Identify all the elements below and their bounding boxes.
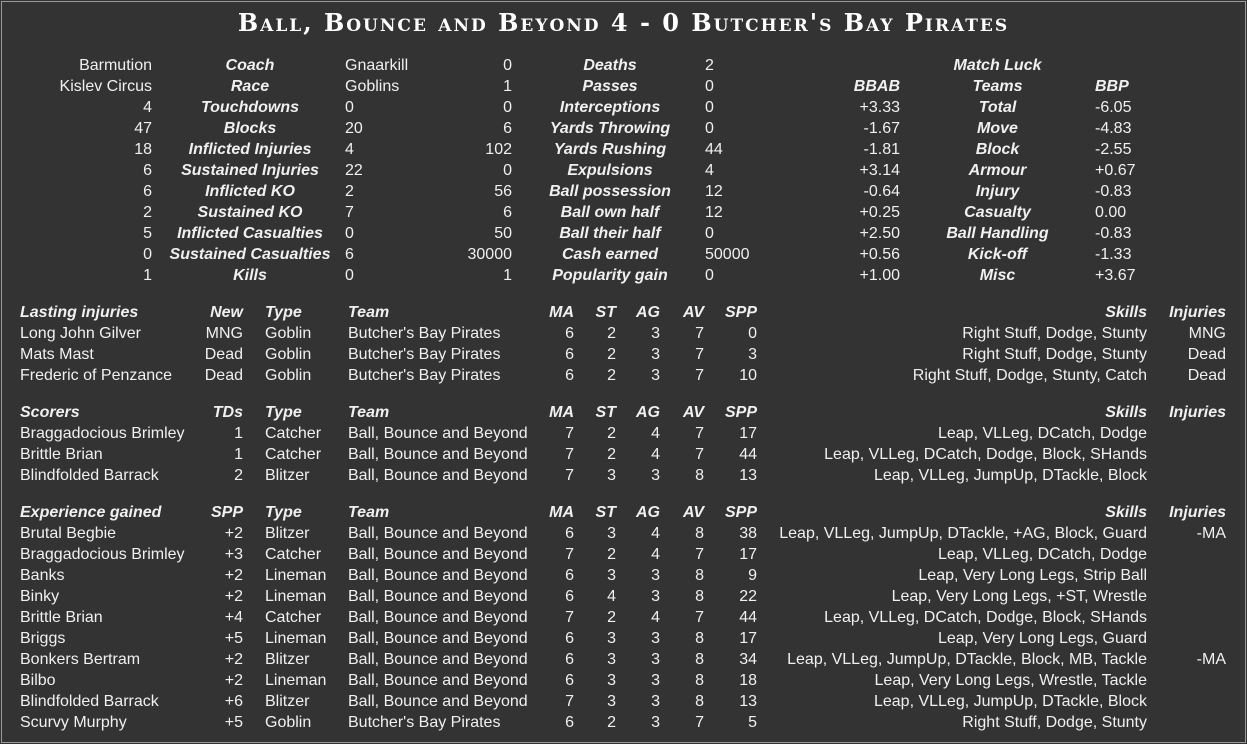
player-name: Braggadocious Brimley (20, 546, 185, 563)
luck-category: Casualty (964, 204, 1031, 221)
home-value: Barmution (79, 57, 152, 74)
column-header: Team (348, 404, 390, 421)
player-skills: Leap, VLLeg, DCatch, Dodge, Block, SHands (824, 609, 1147, 626)
player-ag: 4 (651, 425, 660, 442)
luck-header: Teams (972, 78, 1023, 95)
player-stat: +2 (224, 672, 243, 689)
player-ma: 7 (565, 693, 574, 710)
stat-label: Sustained KO (197, 204, 303, 221)
stat-value: 2 (705, 57, 714, 74)
player-st: 4 (607, 588, 616, 605)
player-skills: Right Stuff, Dodge, Stunty (962, 714, 1147, 731)
luck-home: -1.67 (863, 120, 900, 137)
luck-away: +3.67 (1095, 267, 1136, 284)
player-name: Bonkers Bertram (20, 651, 141, 668)
player-st: 2 (607, 609, 616, 626)
match-luck-title: Match Luck (953, 57, 1042, 74)
player-spp: 9 (748, 567, 757, 584)
stat-value: 44 (705, 141, 723, 158)
column-header: Skills (1105, 404, 1147, 421)
stat-value: 30000 (467, 246, 512, 263)
player-st: 3 (607, 672, 616, 689)
column-header: MA (549, 504, 574, 521)
player-ag: 3 (651, 346, 660, 363)
player-spp: 22 (739, 588, 757, 605)
player-stat: 1 (234, 446, 243, 463)
player-injuries: Dead (1187, 346, 1226, 363)
player-ma: 7 (565, 546, 574, 563)
column-header: ST (595, 304, 616, 321)
player-stat: +5 (224, 630, 243, 647)
player-stat: +6 (224, 693, 243, 710)
luck-category: Total (978, 99, 1017, 116)
stat-value: 0 (705, 99, 714, 116)
player-ma: 7 (565, 446, 574, 463)
away-value: 0 (345, 267, 354, 284)
player-ag: 3 (651, 567, 660, 584)
player-skills: Right Stuff, Dodge, Stunty, Catch (912, 367, 1147, 384)
player-spp: 18 (739, 672, 757, 689)
player-skills: Leap, VLLeg, DCatch, Dodge, Block, SHands (824, 446, 1147, 463)
stat-value: 12 (705, 204, 723, 221)
player-st: 2 (607, 346, 616, 363)
player-av: 8 (695, 467, 704, 484)
player-av: 7 (695, 425, 704, 442)
player-spp: 38 (739, 525, 757, 542)
player-ag: 3 (651, 325, 660, 342)
player-av: 8 (695, 693, 704, 710)
player-skills: Leap, VLLeg, JumpUp, DTackle, Block (873, 467, 1147, 484)
player-name: Long John Gilver (20, 325, 141, 342)
column-header: SPP (724, 504, 757, 521)
player-team: Ball, Bounce and Beyond (348, 630, 528, 647)
stat-label: Sustained Injuries (181, 162, 319, 179)
player-ag: 3 (651, 714, 660, 731)
stat-value: 1 (503, 267, 512, 284)
luck-home: +0.56 (859, 246, 900, 263)
stat-value: 102 (485, 141, 512, 158)
player-name: Brittle Brian (20, 446, 103, 463)
luck-category: Armour (968, 162, 1027, 179)
player-spp: 13 (739, 693, 757, 710)
player-spp: 17 (739, 546, 757, 563)
column-header: Type (265, 404, 302, 421)
luck-home: +2.50 (859, 225, 900, 242)
player-skills: Leap, Very Long Legs, Wrestle, Tackle (874, 672, 1147, 689)
player-ma: 6 (565, 588, 574, 605)
column-header: SPP (724, 404, 757, 421)
player-st: 2 (607, 546, 616, 563)
player-name: Binky (20, 588, 60, 605)
player-stat: +4 (224, 609, 243, 626)
player-ma: 6 (565, 630, 574, 647)
player-st: 3 (607, 651, 616, 668)
player-team: Ball, Bounce and Beyond (348, 446, 528, 463)
column-header: TDs (212, 404, 243, 421)
luck-header: BBAB (853, 78, 900, 95)
home-value: 2 (143, 204, 152, 221)
player-ag: 4 (651, 609, 660, 626)
player-skills: Right Stuff, Dodge, Stunty (962, 325, 1147, 342)
player-av: 8 (695, 525, 704, 542)
stat-label: Kills (233, 267, 267, 284)
column-header: Type (265, 504, 302, 521)
player-name: Bilbo (20, 672, 56, 689)
luck-home: +0.25 (859, 204, 900, 221)
player-stat: +2 (224, 651, 243, 668)
player-ag: 3 (651, 651, 660, 668)
stat-value: 50 (494, 225, 512, 242)
player-type: Lineman (265, 588, 327, 605)
column-header: Skills (1105, 304, 1147, 321)
player-team: Ball, Bounce and Beyond (348, 546, 528, 563)
column-header: AG (636, 504, 660, 521)
player-name: Mats Mast (20, 346, 94, 363)
luck-home: -1.81 (863, 141, 900, 158)
stat-label: Inflicted KO (205, 183, 295, 200)
player-st: 2 (607, 714, 616, 731)
player-stat: Dead (204, 346, 243, 363)
player-type: Goblin (265, 346, 312, 363)
player-ag: 4 (651, 546, 660, 563)
player-stat: 1 (234, 425, 243, 442)
stat-label: Coach (225, 57, 275, 74)
player-team: Ball, Bounce and Beyond (348, 672, 528, 689)
player-skills: Leap, Very Long Legs, +ST, Wrestle (891, 588, 1147, 605)
stat-value: 0 (503, 162, 512, 179)
player-av: 8 (695, 672, 704, 689)
stat-label: Passes (582, 78, 638, 95)
player-stat: +2 (224, 567, 243, 584)
player-team: Butcher's Bay Pirates (348, 367, 501, 384)
player-av: 7 (695, 346, 704, 363)
away-value: 0 (345, 99, 354, 116)
luck-category: Injury (975, 183, 1020, 200)
luck-home: -0.64 (863, 183, 900, 200)
away-value: Goblins (345, 78, 400, 95)
player-spp: 17 (739, 630, 757, 647)
stat-value: 6 (503, 120, 512, 137)
player-stat: Dead (204, 367, 243, 384)
player-type: Goblin (265, 714, 312, 731)
column-header: Injuries (1169, 504, 1226, 521)
player-type: Lineman (265, 672, 327, 689)
column-header: AV (682, 304, 704, 321)
player-injuries: MNG (1188, 325, 1226, 342)
home-value: 1 (143, 267, 152, 284)
player-ag: 4 (651, 446, 660, 463)
player-team: Ball, Bounce and Beyond (348, 693, 528, 710)
player-stat: MNG (205, 325, 243, 342)
player-spp: 13 (739, 467, 757, 484)
luck-header: BBP (1095, 78, 1129, 95)
player-ma: 7 (565, 609, 574, 626)
player-type: Blitzer (265, 693, 310, 710)
stat-label: Race (230, 78, 270, 95)
column-header: Scorers (20, 404, 80, 421)
player-ma: 6 (565, 367, 574, 384)
player-name: Scurvy Murphy (20, 714, 127, 731)
player-injuries: -MA (1196, 525, 1226, 542)
player-skills: Right Stuff, Dodge, Stunty (962, 346, 1147, 363)
player-team: Butcher's Bay Pirates (348, 714, 501, 731)
player-name: Frederic of Penzance (20, 367, 173, 384)
luck-category: Misc (979, 267, 1016, 284)
player-type: Catcher (265, 546, 322, 563)
luck-away: -0.83 (1095, 183, 1132, 200)
column-header: ST (595, 504, 616, 521)
player-st: 2 (607, 367, 616, 384)
player-ag: 3 (651, 588, 660, 605)
home-value: 6 (143, 183, 152, 200)
player-ag: 3 (651, 367, 660, 384)
player-st: 3 (607, 467, 616, 484)
player-av: 7 (695, 325, 704, 342)
player-ma: 6 (565, 525, 574, 542)
home-value: 6 (143, 162, 152, 179)
luck-home: +3.14 (859, 162, 900, 179)
player-ag: 4 (651, 525, 660, 542)
player-type: Blitzer (265, 651, 310, 668)
luck-away: -0.83 (1095, 225, 1132, 242)
luck-category: Move (977, 120, 1018, 137)
player-name: Braggadocious Brimley (20, 425, 185, 442)
player-ag: 3 (651, 630, 660, 647)
player-spp: 34 (739, 651, 757, 668)
column-header: Skills (1105, 504, 1147, 521)
stat-label: Expulsions (567, 162, 653, 179)
player-ma: 6 (565, 672, 574, 689)
player-av: 8 (695, 588, 704, 605)
player-type: Blitzer (265, 467, 310, 484)
match-title: Ball, Bounce and Beyond 4 - 0 Butcher's Bay Pirates (237, 8, 1010, 37)
stat-label: Yards Throwing (549, 120, 671, 137)
home-value: 5 (143, 225, 152, 242)
stat-value: 4 (705, 162, 714, 179)
column-header: Team (348, 504, 390, 521)
stat-label: Cash earned (561, 246, 659, 263)
stat-label: Deaths (583, 57, 637, 74)
player-type: Catcher (265, 609, 322, 626)
player-spp: 44 (739, 446, 757, 463)
player-type: Catcher (265, 425, 322, 442)
away-value: 0 (345, 225, 354, 242)
player-spp: 0 (748, 325, 757, 342)
home-value: Kislev Circus (59, 78, 152, 95)
column-header: Team (348, 304, 390, 321)
stat-value: 0 (503, 99, 512, 116)
player-type: Blitzer (265, 525, 310, 542)
away-value: 6 (345, 246, 354, 263)
player-name: Blindfolded Barrack (20, 467, 159, 484)
player-team: Ball, Bounce and Beyond (348, 425, 528, 442)
stat-label: Touchdowns (200, 99, 300, 116)
home-value: 4 (143, 99, 152, 116)
player-stat: 2 (234, 467, 243, 484)
player-skills: Leap, VLLeg, DCatch, Dodge (937, 546, 1147, 563)
away-value: 7 (345, 204, 354, 221)
player-skills: Leap, VLLeg, DCatch, Dodge (937, 425, 1147, 442)
player-name: Brutal Begbie (20, 525, 117, 542)
player-team: Ball, Bounce and Beyond (348, 651, 528, 668)
stat-value: 0 (705, 120, 714, 137)
column-header: AG (636, 404, 660, 421)
player-ma: 6 (565, 567, 574, 584)
luck-category: Kick-off (967, 246, 1028, 263)
column-header: MA (549, 404, 574, 421)
column-header: New (210, 304, 243, 321)
luck-category: Block (975, 141, 1020, 158)
player-team: Butcher's Bay Pirates (348, 325, 501, 342)
player-av: 7 (695, 367, 704, 384)
away-value: 22 (345, 162, 363, 179)
player-st: 3 (607, 693, 616, 710)
player-ag: 3 (651, 672, 660, 689)
away-value: 20 (345, 120, 363, 137)
player-spp: 3 (748, 346, 757, 363)
stat-value: 12 (705, 183, 723, 200)
stat-value: 0 (705, 78, 714, 95)
column-header: Injuries (1169, 404, 1226, 421)
stat-label: Ball possession (549, 183, 671, 200)
stat-label: Popularity gain (552, 267, 668, 284)
player-ma: 6 (565, 651, 574, 668)
player-av: 7 (695, 714, 704, 731)
player-av: 8 (695, 567, 704, 584)
luck-away: -6.05 (1095, 99, 1132, 116)
player-name: Blindfolded Barrack (20, 693, 159, 710)
player-stat: +2 (224, 525, 243, 542)
player-skills: Leap, VLLeg, JumpUp, DTackle, Block, MB, Tackle (787, 651, 1147, 668)
player-ag: 3 (651, 467, 660, 484)
stat-label: Inflicted Injuries (188, 141, 312, 158)
player-av: 8 (695, 630, 704, 647)
player-av: 7 (695, 546, 704, 563)
luck-away: -2.55 (1095, 141, 1132, 158)
stat-value: 56 (494, 183, 512, 200)
player-spp: 10 (739, 367, 757, 384)
stat-label: Sustained Casualties (169, 246, 331, 263)
stat-value: 50000 (705, 246, 750, 263)
stat-value: 0 (705, 267, 714, 284)
player-st: 3 (607, 630, 616, 647)
player-skills: Leap, VLLeg, JumpUp, DTackle, Block (873, 693, 1147, 710)
away-value: Gnaarkill (345, 57, 409, 74)
home-value: 0 (143, 246, 152, 263)
player-team: Ball, Bounce and Beyond (348, 588, 528, 605)
stat-label: Yards Rushing (553, 141, 667, 158)
player-name: Briggs (20, 630, 66, 647)
player-name: Banks (20, 567, 65, 584)
luck-category: Ball Handling (946, 225, 1049, 242)
player-stat: +3 (224, 546, 243, 563)
player-type: Lineman (265, 567, 327, 584)
stat-label: Ball their half (559, 225, 661, 242)
luck-away: 0.00 (1095, 204, 1127, 221)
player-av: 7 (695, 609, 704, 626)
player-team: Ball, Bounce and Beyond (348, 525, 528, 542)
luck-home: +3.33 (859, 99, 900, 116)
player-skills: Leap, Very Long Legs, Strip Ball (918, 567, 1147, 584)
column-header: Experience gained (20, 504, 162, 521)
stat-value: 0 (503, 57, 512, 74)
player-stat: +5 (224, 714, 243, 731)
away-value: 4 (345, 141, 354, 158)
column-header: Injuries (1169, 304, 1226, 321)
luck-away: -1.33 (1095, 246, 1132, 263)
column-header: AV (682, 404, 704, 421)
stat-value: 6 (503, 204, 512, 221)
away-value: 2 (345, 183, 354, 200)
player-spp: 17 (739, 425, 757, 442)
stat-label: Interceptions (559, 99, 661, 116)
column-header: Type (265, 304, 302, 321)
player-st: 3 (607, 525, 616, 542)
luck-away: -4.83 (1095, 120, 1132, 137)
player-st: 2 (607, 446, 616, 463)
column-header: MA (549, 304, 574, 321)
player-spp: 5 (748, 714, 757, 731)
player-ma: 6 (565, 346, 574, 363)
player-type: Goblin (265, 367, 312, 384)
stat-value: 1 (503, 78, 512, 95)
player-st: 2 (607, 425, 616, 442)
column-header: ST (595, 404, 616, 421)
player-team: Ball, Bounce and Beyond (348, 467, 528, 484)
player-ma: 7 (565, 425, 574, 442)
stat-label: Ball own half (560, 204, 660, 221)
player-st: 3 (607, 567, 616, 584)
home-value: 47 (134, 120, 152, 137)
column-header: Lasting injuries (20, 304, 139, 321)
player-type: Lineman (265, 630, 327, 647)
player-ma: 6 (565, 325, 574, 342)
column-header: AG (636, 304, 660, 321)
player-team: Ball, Bounce and Beyond (348, 567, 528, 584)
player-type: Catcher (265, 446, 322, 463)
player-name: Brittle Brian (20, 609, 103, 626)
stat-label: Inflicted Casualties (177, 225, 323, 242)
column-header: SPP (210, 504, 243, 521)
luck-away: +0.67 (1095, 162, 1136, 179)
player-av: 7 (695, 446, 704, 463)
player-ma: 7 (565, 467, 574, 484)
player-team: Ball, Bounce and Beyond (348, 609, 528, 626)
player-team: Butcher's Bay Pirates (348, 346, 501, 363)
player-type: Goblin (265, 325, 312, 342)
stat-label: Blocks (223, 120, 277, 137)
player-st: 2 (607, 325, 616, 342)
player-injuries: -MA (1196, 651, 1226, 668)
player-ma: 6 (565, 714, 574, 731)
player-injuries: Dead (1187, 367, 1226, 384)
player-stat: +2 (224, 588, 243, 605)
player-av: 8 (695, 651, 704, 668)
home-value: 18 (134, 141, 152, 158)
player-spp: 44 (739, 609, 757, 626)
player-skills: Leap, Very Long Legs, Guard (937, 630, 1147, 647)
player-skills: Leap, VLLeg, JumpUp, DTackle, +AG, Block, Guard (779, 525, 1147, 542)
stat-value: 0 (705, 225, 714, 242)
player-ag: 3 (651, 693, 660, 710)
column-header: SPP (724, 304, 757, 321)
luck-home: +1.00 (859, 267, 900, 284)
column-header: AV (682, 504, 704, 521)
